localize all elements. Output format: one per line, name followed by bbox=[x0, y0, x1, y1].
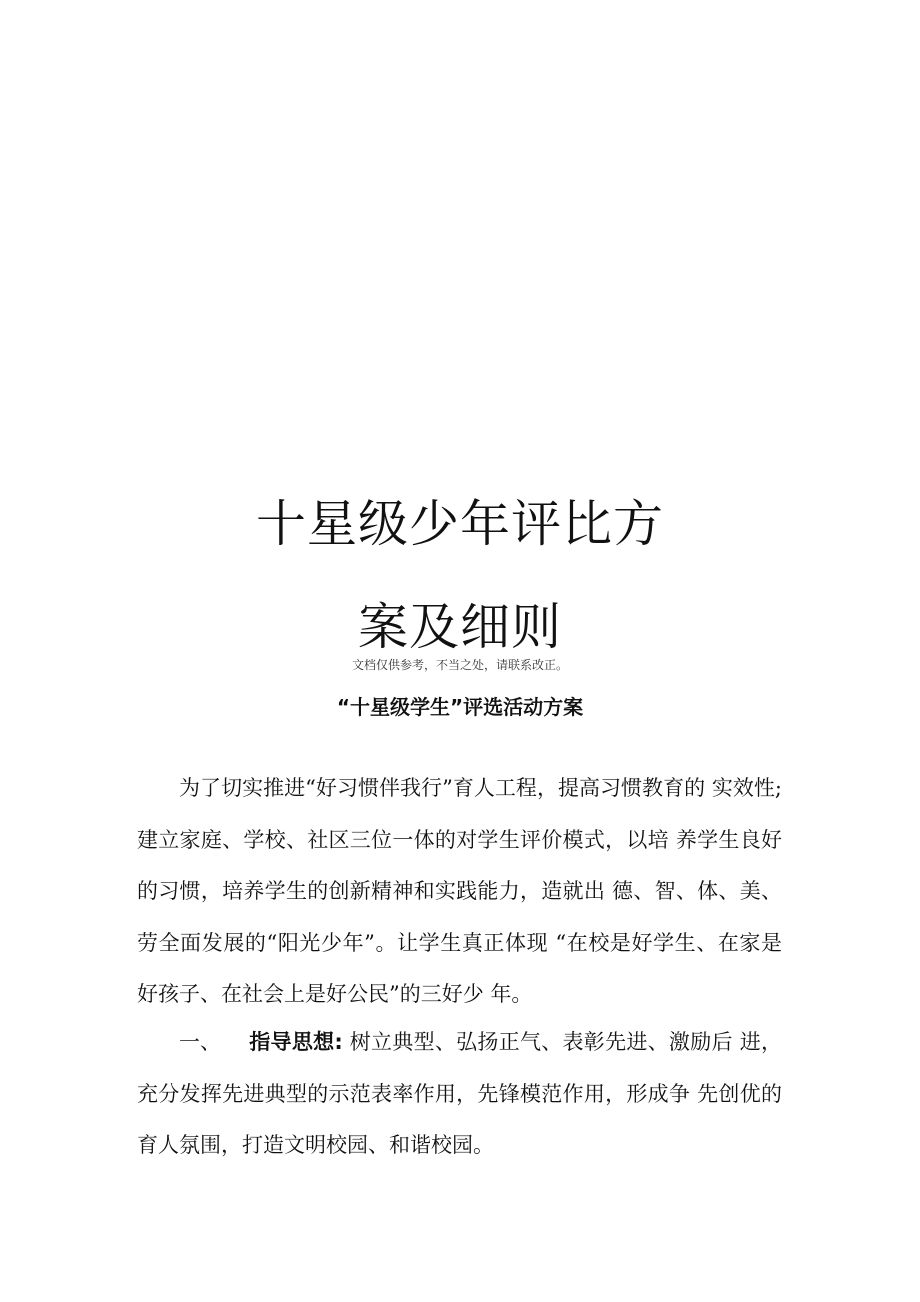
section-heading: “十星级学生”评选活动方案 bbox=[336, 695, 584, 719]
document-title-line-1: 十星级少年评比方 bbox=[256, 495, 664, 553]
section-text: 树立典型、弘扬正气、表彰先进、激励后 进，充分发挥先进典型的示范表率作用，先锋模范作用，形成争 先创优的育人氛围，打造文明校园、和谐校园。 bbox=[137, 1030, 782, 1157]
intro-paragraph bbox=[137, 763, 782, 1021]
disclaimer-note: 文档仅供参考，不当之处，请联系改正。 bbox=[351, 658, 568, 672]
intro-paragraph-text: 为了切实推进“好习惯伴我行”育人工程，提高习惯教育的 实效性;建立家庭、学校、社区三位一体的对学生评价模式，以培 养学生良好的习惯，培养学生的创新精神和实践能力，造就出 德、智、体、美、劳全面发展的“阳光少年”。让学生真正体现 “在校是好学生、在家是好孩子、在社会上是好公民”的三好少 年。 bbox=[137, 776, 782, 1006]
document-title-line-2: 案及细则 bbox=[358, 598, 562, 656]
guiding-principle-paragraph bbox=[137, 1017, 782, 1172]
section-number: 一、 bbox=[179, 1030, 221, 1054]
section-label: 指导思想: bbox=[249, 1030, 343, 1054]
